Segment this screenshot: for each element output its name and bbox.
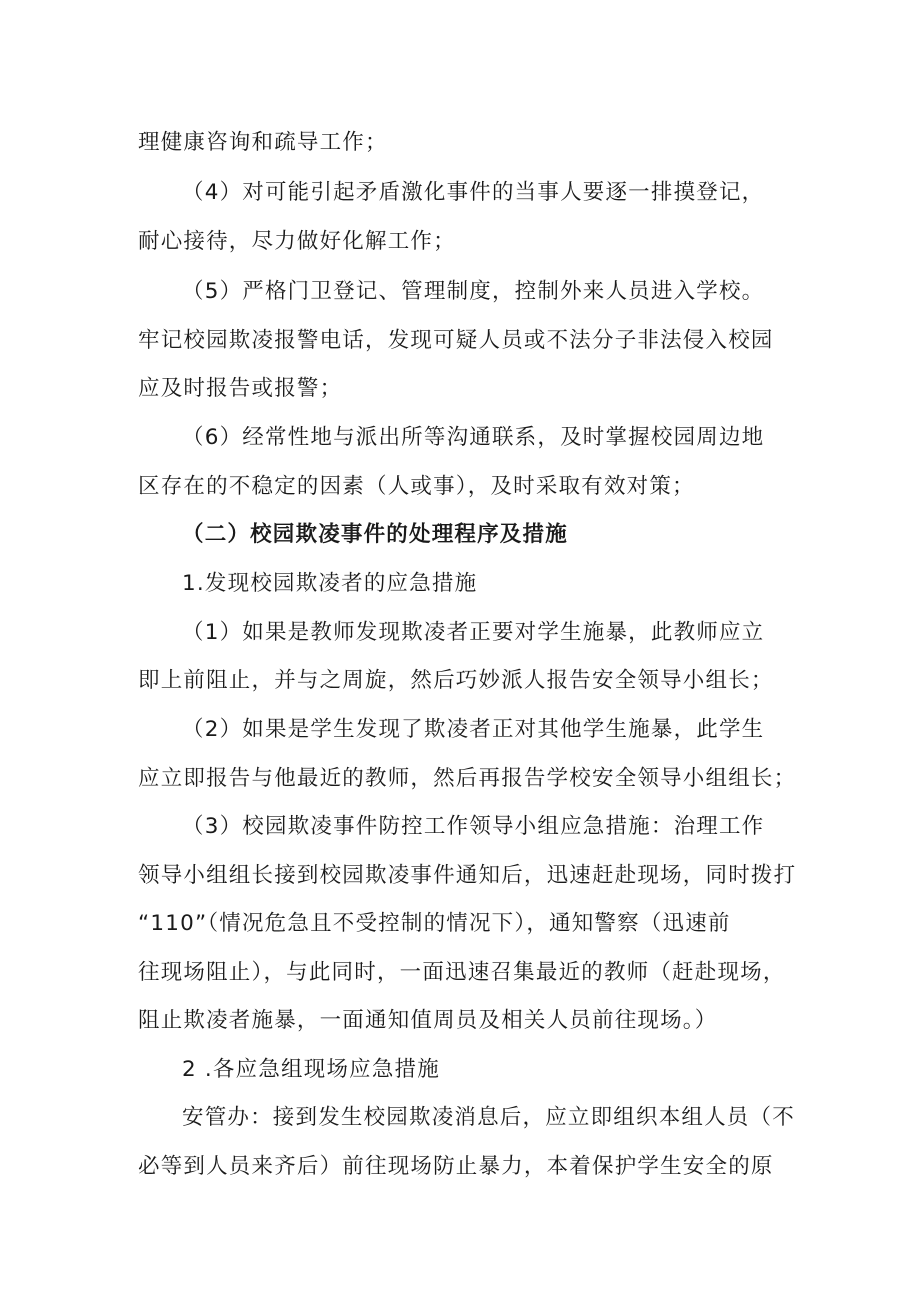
paragraph-line-6: 应及时报告或报警； bbox=[138, 376, 343, 401]
paragraph-line-1: 理健康咨询和疏导工作； bbox=[138, 130, 388, 155]
section-heading: （二）校园欺凌事件的处理程序及措施 bbox=[182, 522, 568, 547]
subheading-1: 1.发现校园欺凌者的应急措施 bbox=[182, 571, 478, 596]
paragraph-line-7: （6）经常性地与派出所等沟通联系，及时掌握校园周边地 bbox=[182, 425, 765, 450]
paragraph-line-5: 牢记校园欺凌报警电话，发现可疑人员或不法分子非法侵入校园 bbox=[138, 328, 774, 353]
paragraph-line-17: “110”（情况危急且不受控制的情况下），通知警察（迅速前 bbox=[138, 911, 731, 936]
paragraph-line-22: 必等到人员来齐后）前往现场防止暴力，本着保护学生安全的原 bbox=[138, 1154, 774, 1179]
paragraph-line-13: （2）如果是学生发现了欺凌者正对其他学生施暴，此学生 bbox=[182, 717, 765, 742]
paragraph-line-19: 阻止欺凌者施暴，一面通知值周员及相关人员前往现场。） bbox=[138, 1008, 718, 1033]
paragraph-line-3: 耐心接待，尽力做好化解工作； bbox=[138, 229, 456, 254]
paragraph-line-8: 区存在的不稳定的因素（人或事），及时采取有效对策； bbox=[138, 474, 695, 499]
paragraph-line-14: 应立即报告与他最近的教师，然后再报告学校安全领导小组组长； bbox=[138, 766, 797, 791]
paragraph-line-15: （3）校园欺凌事件防控工作领导小组应急措施：治理工作 bbox=[182, 814, 765, 839]
paragraph-line-4: （5）严格门卫登记、管理制度，控制外来人员进入学校。 bbox=[182, 279, 765, 304]
paragraph-line-16: 领导小组组长接到校园欺凌事件通知后，迅速赶赴现场，同时拨打 bbox=[138, 863, 797, 888]
paragraph-line-2: （4）对可能引起矛盾激化事件的当事人要逐一排摸登记， bbox=[182, 180, 765, 205]
paragraph-line-21: 安管办：接到发生校园欺凌消息后，应立即组织本组人员（不 bbox=[182, 1105, 795, 1130]
subheading-2: 2 .各应急组现场应急措施 bbox=[182, 1057, 440, 1082]
paragraph-line-12: 即上前阻止，并与之周旋，然后巧妙派人报告安全领导小组长； bbox=[138, 668, 774, 693]
paragraph-line-11: （1）如果是教师发现欺凌者正要对学生施暴，此教师应立 bbox=[182, 620, 765, 645]
paragraph-line-18: 往现场阻止），与此同时，一面迅速召集最近的教师（赶赴现场， bbox=[138, 960, 786, 985]
